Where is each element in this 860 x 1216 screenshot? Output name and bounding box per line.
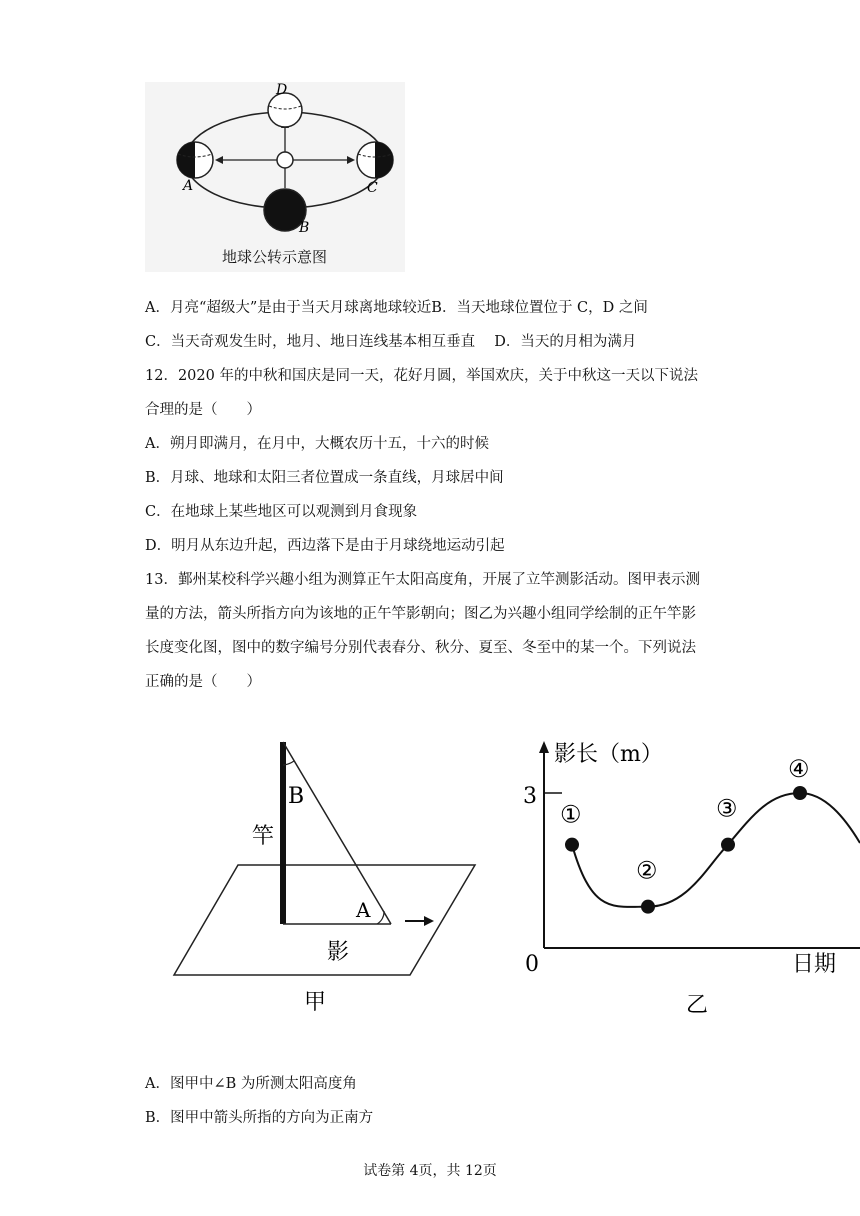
label-d: D bbox=[276, 82, 288, 98]
data-point-3 bbox=[721, 838, 735, 852]
jia-caption: 甲 bbox=[304, 990, 327, 1015]
point-label-2: ② bbox=[636, 856, 658, 885]
y-axis-arrow bbox=[539, 741, 549, 753]
sun-circle bbox=[277, 152, 293, 168]
label-b: B bbox=[299, 220, 310, 236]
label-a: A bbox=[183, 178, 194, 194]
origin-label: 0 bbox=[525, 952, 539, 977]
x-axis-label: 日期 bbox=[792, 952, 837, 977]
q13-option-b: B．图甲中箭头所指的方向为正南方 bbox=[145, 1110, 374, 1126]
shadow-label: 影 bbox=[327, 940, 350, 965]
q13-stem-line-3: 长度变化图，图中的数字编号分别代表春分、秋分、夏至、冬至中的某一个。下列说法 bbox=[145, 640, 696, 656]
earth-c bbox=[357, 142, 393, 178]
shadow-length-chart bbox=[510, 735, 860, 1025]
label-c: C bbox=[367, 180, 378, 196]
q13-stem-line-2: 量的方法，箭头所指方向为该地的正午竿影朝向；图乙为兴趣小组同学绘制的正午竿影 bbox=[145, 606, 696, 622]
data-point-4 bbox=[793, 786, 807, 800]
direction-arrow bbox=[424, 916, 434, 926]
q13-stem-line-4: 正确的是（ ） bbox=[145, 674, 261, 690]
earth-a bbox=[177, 142, 213, 178]
q12-stem-line-2: 合理的是（ ） bbox=[145, 402, 261, 418]
q12-stem-line-1: 12．2020 年的中秋和国庆是同一天，花好月圆，举国欢庆，关于中秋这一天以下说法 bbox=[145, 368, 698, 384]
point-label-3: ③ bbox=[716, 794, 738, 823]
pole-label: 竿 bbox=[252, 824, 275, 849]
angle-a-label: A bbox=[356, 898, 371, 922]
q11-option-cd: C．当天奇观发生时，地月、地日连线基本相互垂直 D．当天的月相为满月 bbox=[145, 334, 637, 350]
q12-option-d: D．明月从东边升起，西边落下是由于月球绕地运动引起 bbox=[145, 538, 505, 554]
angle-b-label: B bbox=[288, 784, 305, 809]
q13-stem-line-1: 13．鄞州某校科学兴趣小组为测算正午太阳高度角，开展了立竿测影活动。图甲表示测 bbox=[145, 572, 700, 588]
point-label-4: ④ bbox=[788, 755, 810, 783]
q12-option-a: A．朔月即满月，在月中，大概农历十五，十六的时候 bbox=[145, 436, 489, 452]
data-point-2 bbox=[641, 900, 655, 914]
y-tick-label: 3 bbox=[523, 784, 537, 809]
orbit-caption: 地球公转示意图 bbox=[222, 248, 328, 266]
q11-option-ab: A．月亮“超级大”是由于当天月球离地球较近B．当天地球位置位于 C，D 之间 bbox=[145, 300, 648, 316]
pole-shadow-diagram bbox=[170, 735, 490, 1025]
page-footer: 试卷第 4页，共 12页 bbox=[363, 1163, 497, 1179]
q13-option-a: A．图甲中∠B 为所测太阳高度角 bbox=[145, 1076, 357, 1092]
q12-option-c: C．在地球上某些地区可以观测到月食现象 bbox=[145, 504, 418, 520]
sun-ray bbox=[283, 742, 391, 924]
point-label-1: ① bbox=[560, 800, 582, 829]
yi-caption: 乙 bbox=[686, 993, 709, 1018]
earth-d bbox=[268, 93, 302, 127]
y-axis-label: 影长（m） bbox=[554, 742, 663, 767]
q12-option-b: B．月球、地球和太阳三者位置成一条直线，月球居中间 bbox=[145, 470, 504, 486]
earth-revolution-diagram bbox=[145, 82, 405, 272]
data-point-1 bbox=[565, 838, 579, 852]
